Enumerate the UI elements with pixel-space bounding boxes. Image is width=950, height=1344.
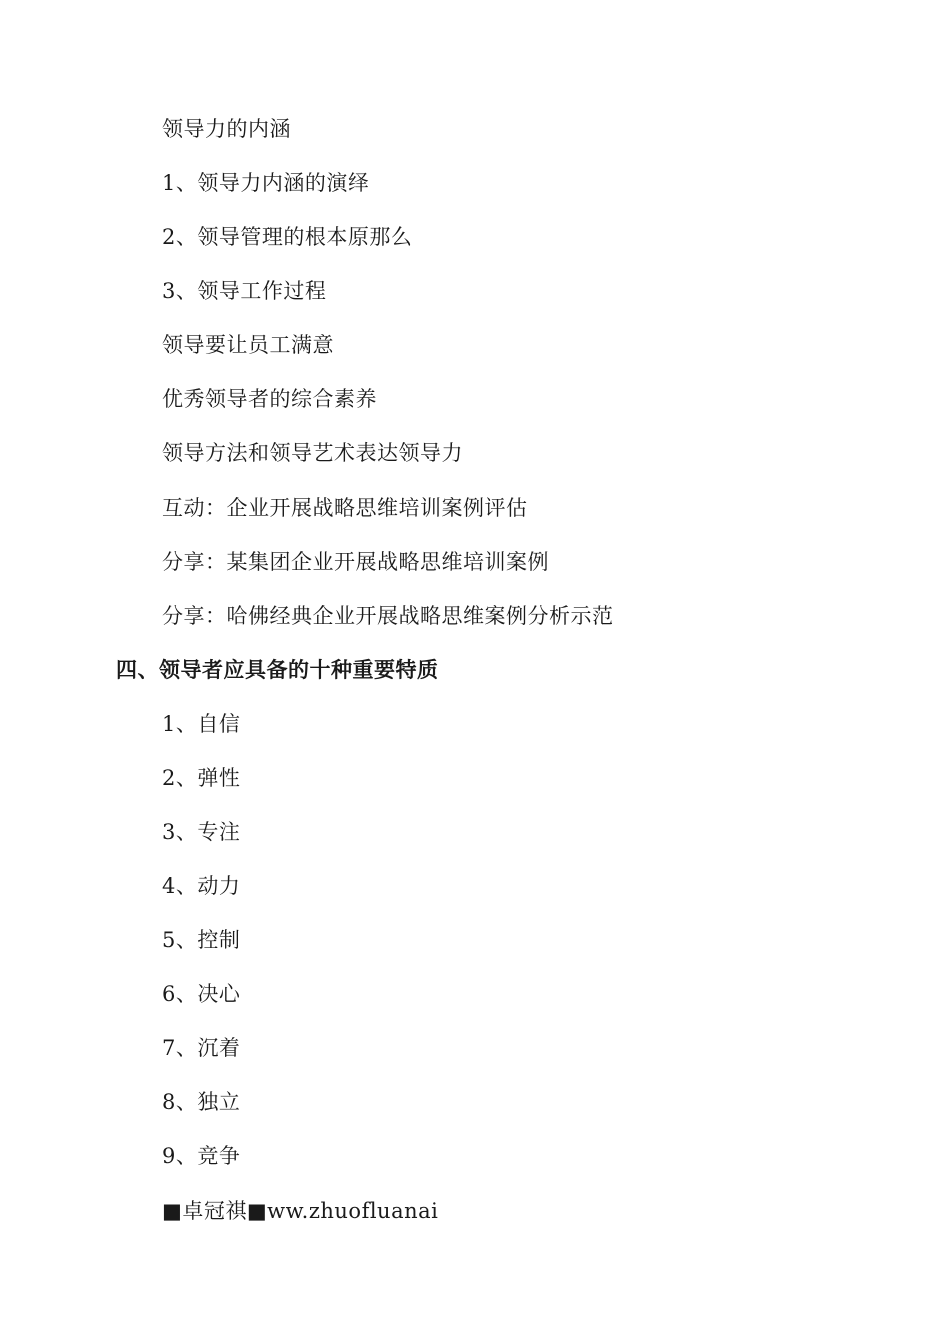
list-item: 8、独立: [162, 1090, 241, 1114]
text-line: 领导方法和领导艺术表达领导力: [162, 441, 463, 465]
list-item: 9、竞争: [162, 1144, 241, 1168]
text-line: 领导力的内涵: [162, 117, 291, 141]
section-heading: 四、领导者应具备的十种重要特质: [116, 657, 439, 682]
text-line: 分享：某集团企业开展战略思维培训案例: [162, 550, 549, 574]
list-item: 1、自信: [162, 712, 241, 736]
footer-watermark-text: ■卓冠祺■ww.zhuofluanai: [162, 1199, 439, 1223]
text-line: 分享：哈佛经典企业开展战略思维案例分析示范: [162, 604, 614, 628]
text-line: 优秀领导者的综合素养: [162, 387, 377, 411]
list-item: 3、专注: [162, 820, 241, 844]
text-line: 互动：企业开展战略思维培训案例评估: [162, 496, 528, 520]
text-line: 领导要让员工满意: [162, 333, 334, 357]
text-line: 2、领导管理的根本原那么: [162, 225, 413, 249]
text-line: 1、领导力内涵的演绎: [162, 171, 370, 195]
list-item: 7、沉着: [162, 1036, 241, 1060]
text-line: 3、领导工作过程: [162, 279, 327, 303]
list-item: 6、决心: [162, 982, 241, 1006]
list-item: 2、弹性: [162, 766, 241, 790]
list-item: 4、动力: [162, 874, 241, 898]
list-item: 5、控制: [162, 928, 241, 952]
